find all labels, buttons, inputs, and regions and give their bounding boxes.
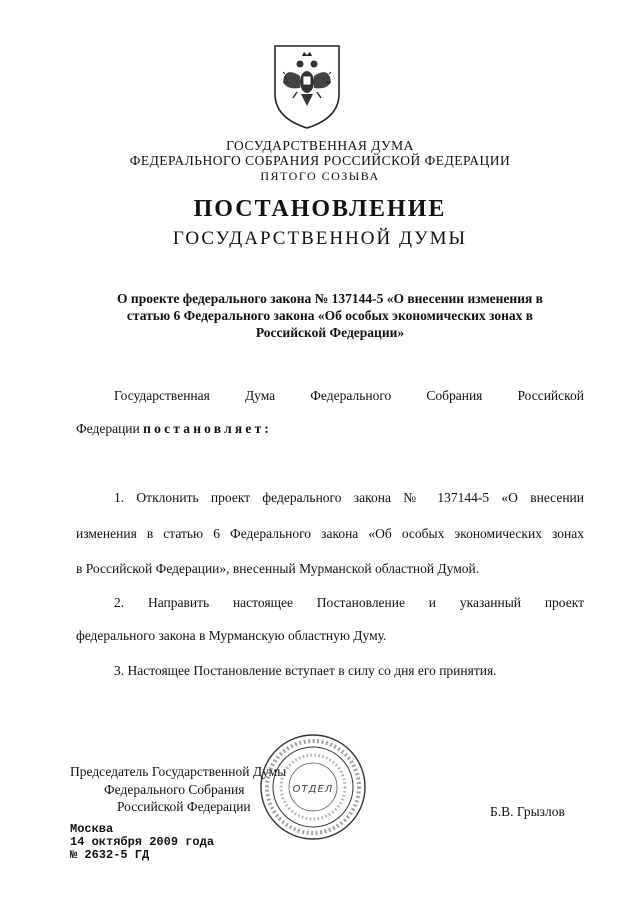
- header-line-1: ГОСУДАРСТВЕННАЯ ДУМА: [226, 138, 414, 153]
- preamble-start: Федерации: [76, 421, 140, 436]
- subject-line-3: Российской Федерации»: [255, 325, 405, 340]
- preamble-verb: постановляет:: [143, 421, 273, 436]
- signatory-title-2: Федерального Собрания: [104, 782, 245, 797]
- official-stamp: [258, 732, 368, 842]
- item-3-line-1: 3. Настоящее Постановление вступает в силу со дня его принятия.: [114, 663, 497, 678]
- item-1-line-2: изменения в статью 6 Федерального закона «Об особых экономических зонах: [76, 526, 584, 541]
- preamble-line-1: Государственная Дума Федерального Собрания Российской: [114, 388, 584, 403]
- signatory-title-3: Российской Федерации: [117, 799, 251, 814]
- stamp-center-text: ОТДЕЛ: [292, 784, 334, 795]
- header-line-3: ПЯТОГО СОЗЫВА: [260, 169, 380, 183]
- subject-line-2: статью 6 Федерального закона «Об особых экономических зонах в: [126, 308, 534, 323]
- item-1-line-3: в Российской Федерации», внесенный Мурманской областной Думой.: [76, 561, 480, 576]
- footer-city: Москва: [70, 822, 114, 836]
- item-2-line-1: 2. Направить настоящее Постановление и указанный проект: [114, 595, 584, 610]
- preamble-line-2: [76, 421, 272, 437]
- document-subject: [80, 290, 580, 341]
- item-2-line-2: федерального закона в Мурманскую областную Думу.: [76, 628, 387, 643]
- header-line-2: ФЕДЕРАЛЬНОГО СОБРАНИЯ РОССИЙСКОЙ ФЕДЕРАЦИИ: [129, 153, 511, 168]
- signatory-title-1: Председатель Государственной Думы: [70, 764, 287, 779]
- document-title: ПОСТАНОВЛЕНИЕ: [193, 196, 447, 222]
- signatory-name: Б.В. Грызлов: [490, 804, 565, 819]
- subject-line-1: О проекте федерального закона № 137144-5 «О внесении изменения в: [117, 291, 543, 306]
- coat-of-arms-emblem: [271, 42, 343, 130]
- footer-number: № 2632-5 ГД: [70, 848, 150, 862]
- footer-date: 14 октября 2009 года: [70, 835, 215, 849]
- item-1-line-1: 1. Отклонить проект федерального закона № 137144-5 «О внесении: [114, 490, 584, 505]
- document-subtitle: ГОСУДАРСТВЕННОЙ ДУМЫ: [172, 228, 468, 249]
